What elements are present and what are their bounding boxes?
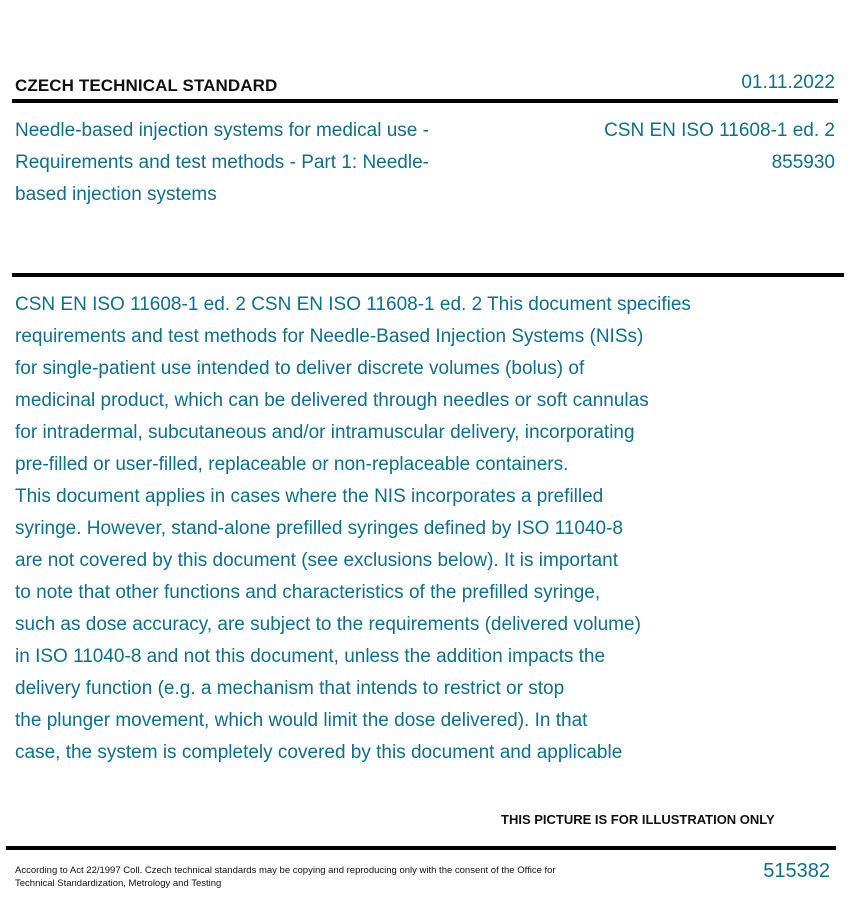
document-code-block [604, 115, 835, 179]
footer-number: 515382 [763, 860, 830, 882]
title-rule [12, 273, 844, 277]
document-code: CSN EN ISO 11608-1 ed. 2 [604, 120, 835, 141]
footer-rule [6, 846, 836, 850]
illustration-note: THIS PICTURE IS FOR ILLUSTRATION ONLY [501, 812, 775, 827]
publication-date: 01.11.2022 [741, 72, 835, 93]
abstract-text: CSN EN ISO 11608-1 ed. 2 CSN EN ISO 11608-1 ed. 2 This document specifies requirements and test methods for Needle-Based Injection Systems (NISs) for single-patient use intended to deliver discrete volumes (bolus) of medicinal product, which can be delivered through needles or soft cannulas for intradermal, subcutaneous and/or intramuscular delivery, incorporating pre-filled or user-filled, replaceable or non-replaceable containers. This document applies in cases where the NIS incorporates a prefilled syringe. However, stand-alone prefilled syringes defined by ISO 11040-8 are not covered by this document (see exclusions below). It is important to note that other functions and characteristics of the prefilled syringe, such as dose accuracy, are subject to the requirements (delivered volume) in ISO 11040-8 and not this document, unless the addition impacts the delivery function (e.g. a mechanism that intends to restrict or stop the plunger movement, which would limit the dose delivered). In that case, the system is completely covered by this document and applicable [15, 294, 691, 763]
class-number: 855930 [771, 152, 835, 173]
legal-note: According to Act 22/1997 Coll. Czech technical standards may be copying and reproducing only with the consent of the Office for Technical Standardization, Metrology and Testing [15, 865, 556, 889]
header-rule [12, 99, 838, 103]
document-title: Needle-based injection systems for medical use - Requirements and test methods - Part 1: Needle-based injection systems [15, 120, 429, 205]
standard-label: CZECH TECHNICAL STANDARD [15, 76, 278, 95]
